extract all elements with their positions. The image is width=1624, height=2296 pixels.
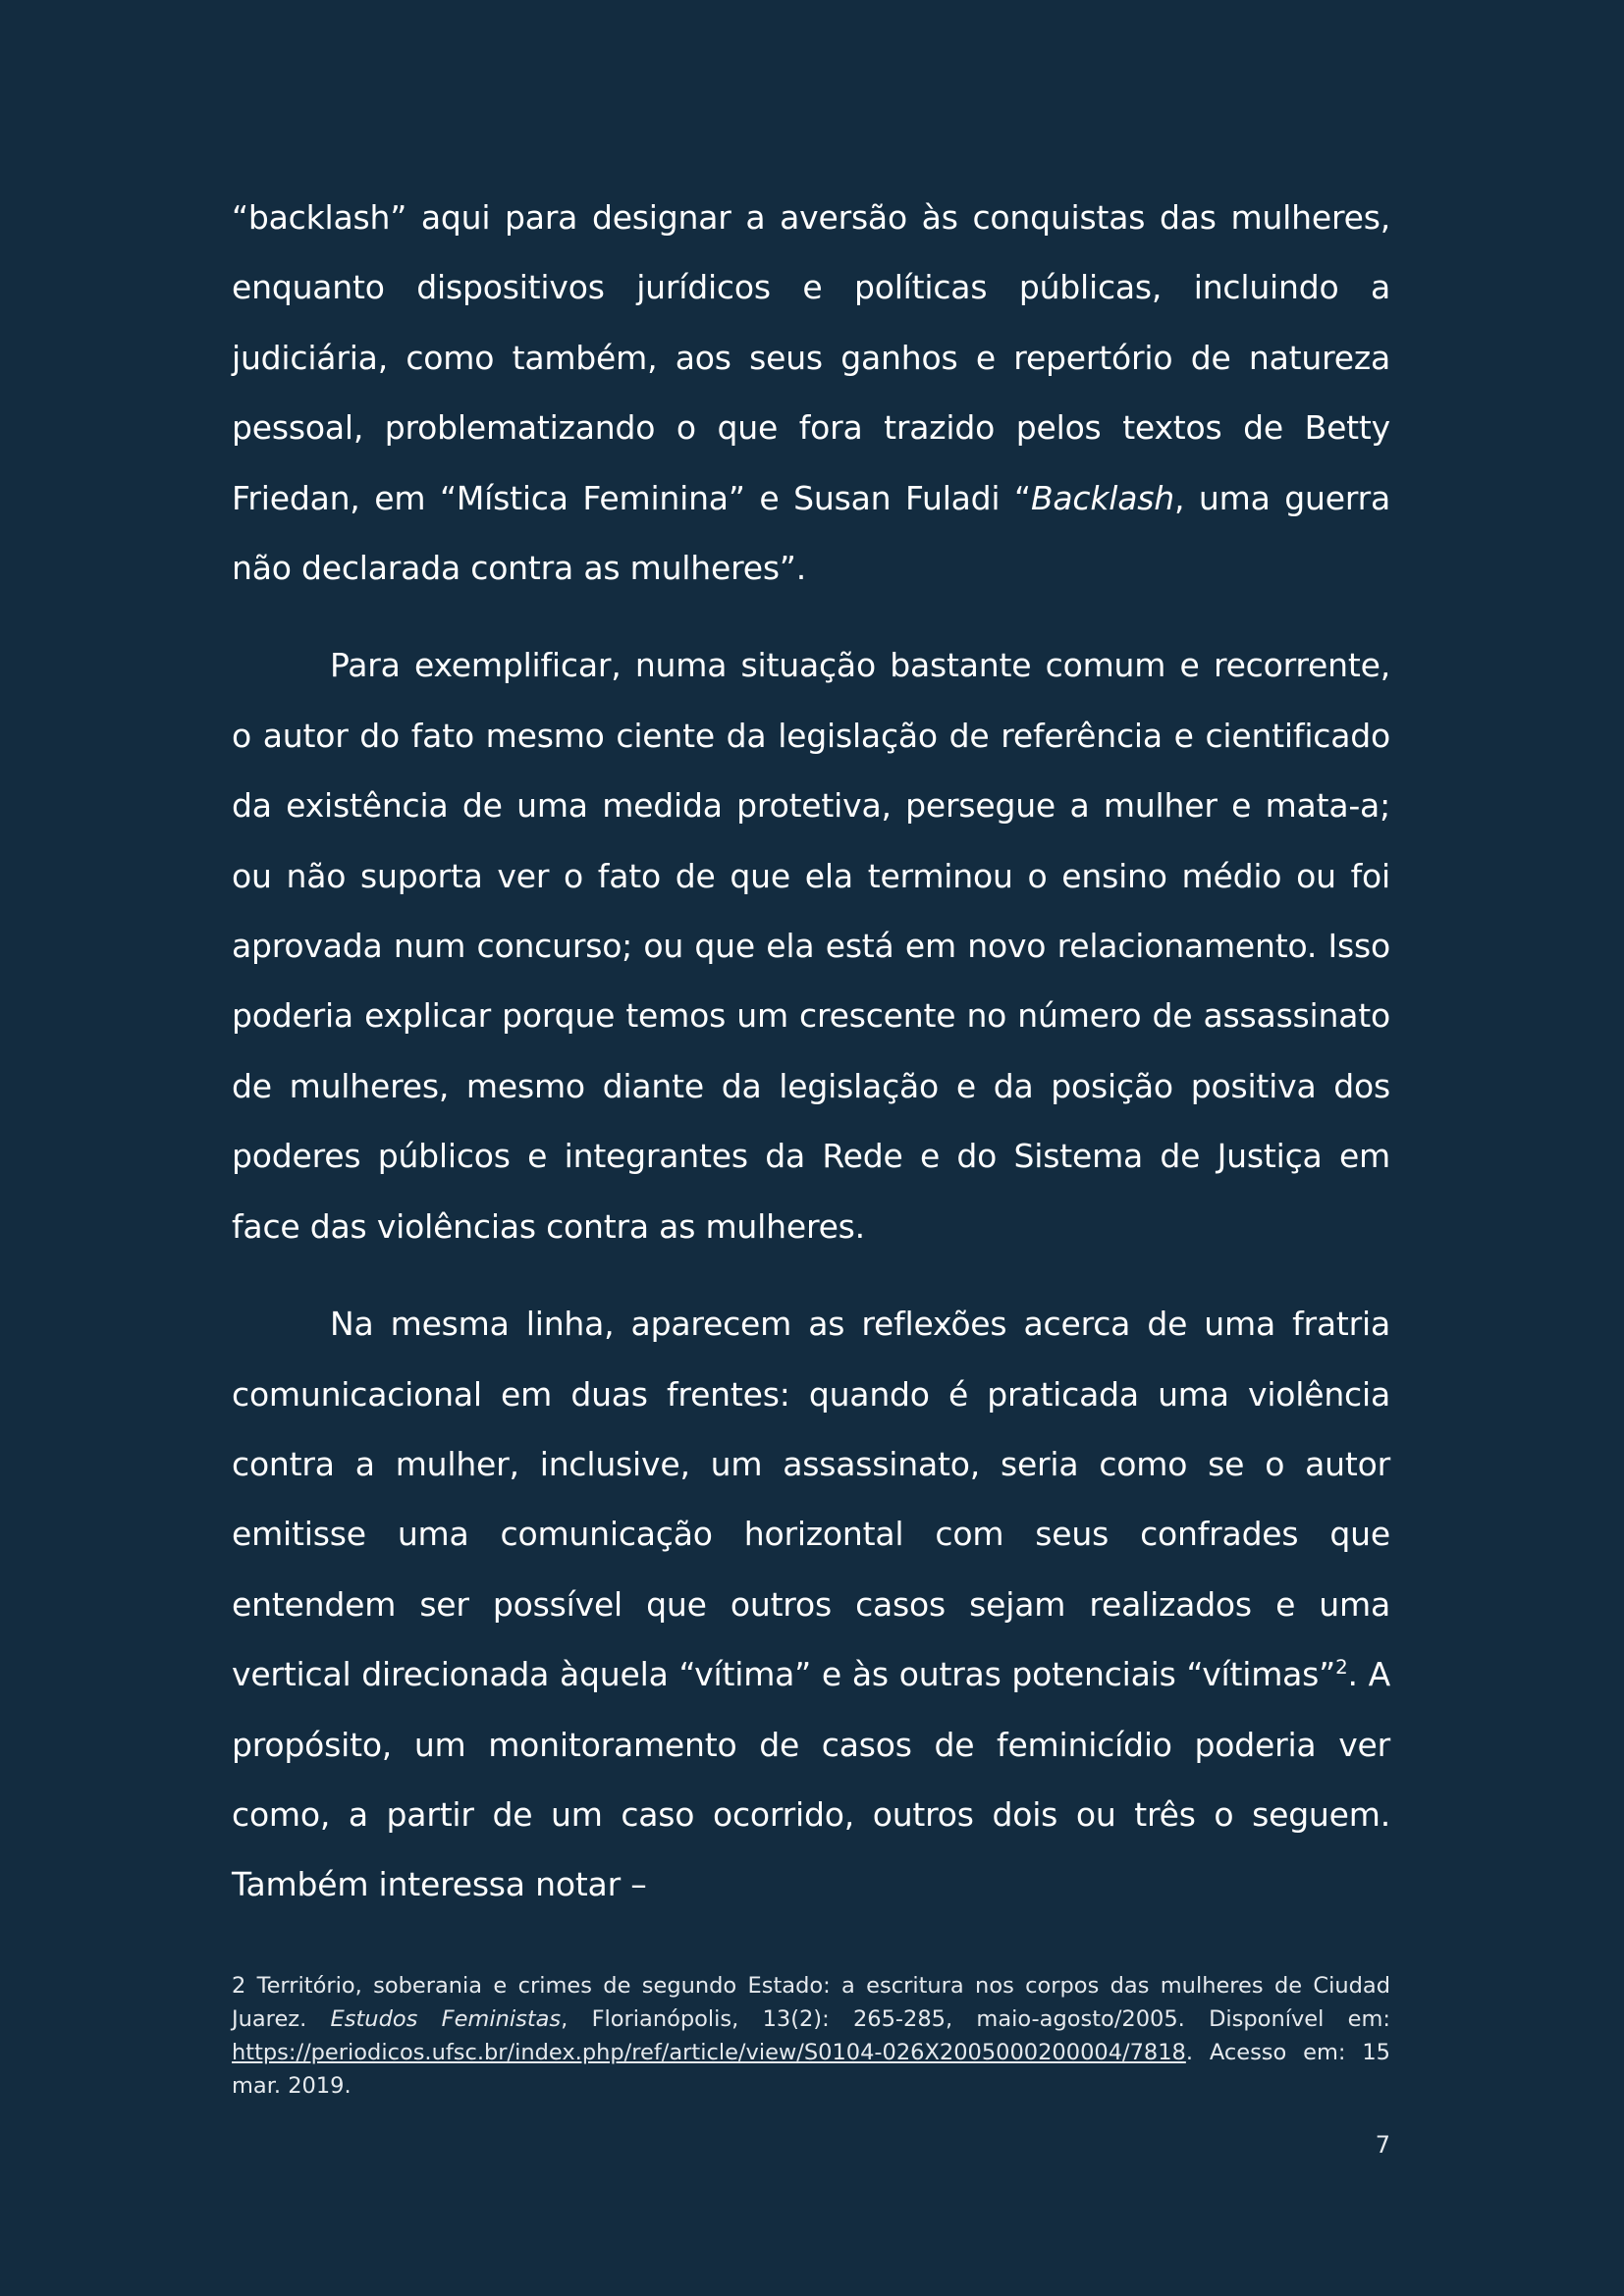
footnote-journal: Estudos Feministas bbox=[330, 2006, 562, 2032]
footnote bbox=[232, 1969, 1390, 2103]
footnote-reference[interactable]: 2 bbox=[1335, 1656, 1348, 1680]
paragraph-1-text-a: “backlash” aqui para designar a aversão às conquistas das mulheres, enquanto dispositivos jurídicos e políticas públicas, incluindo a judiciária, como também, aos seus ganhos e repertório de natureza pessoal, problematizando o que fora trazido pelos textos de Betty Friedan, em “Mística Feminina” e Susan Fuladi “ bbox=[232, 198, 1390, 517]
paragraph-3-text-b: . A propósito, um monitoramento de casos de feminicídio poderia ver como, a partir de um caso ocorrido, outros dois ou três o seguem. Também interessa notar – bbox=[232, 1655, 1390, 1904]
paragraph-3 bbox=[232, 1289, 1390, 1920]
body-text bbox=[232, 183, 1390, 1948]
paragraph-1 bbox=[232, 183, 1390, 603]
page-number: 7 bbox=[1375, 2131, 1390, 2159]
paragraph-1-text-b: , uma guerra não declarada contra as mulheres”. bbox=[232, 478, 1390, 588]
footnote-text-c: . Acesso em: 15 mar. 2019. bbox=[232, 2040, 1390, 2099]
backlash-italic: Backlash bbox=[1030, 478, 1174, 517]
footnote-link[interactable]: https://periodicos.ufsc.br/index.php/ref/article/view/S0104-026X2005000200004/7818 bbox=[232, 2040, 1186, 2065]
paragraph-3-text-a: Na mesma linha, aparecem as reflexões acerca de uma fratria comunicacional em duas frentes: quando é praticada uma violência contra a mulher, inclusive, um assassinato, seria como se o autor emitisse uma comunicação horizontal com seus confrades que entendem ser possível que outros casos sejam realizados e uma vertical direcionada àquela “vítima” e às outras potenciais “vítimas” bbox=[232, 1305, 1390, 1694]
paragraph-2: Para exemplificar, numa situação bastante comum e recorrente, o autor do fato mesmo ciente da legislação de referência e cientificado da existência de uma medida protetiva, persegue a mulher e mata-a; ou não suporta ver o fato de que ela terminou o ensino médio ou foi aprovada num concurso; ou que ela está em novo relacionamento. Isso poderia explicar porque temos um crescente no número de assassinato de mulheres, mesmo diante da legislação e da posição positiva dos poderes públicos e integrantes da Rede e do Sistema de Justiça em face das violências contra as mulheres. bbox=[232, 646, 1390, 1246]
footnote-text-b: , Florianópolis, 13(2): 265-285, maio-agosto/2005. Disponível em: bbox=[561, 2006, 1390, 2032]
footnote-text-a: Território, soberania e crimes de segundo Estado: a escritura nos corpos das mulheres de Ciudad Juarez. bbox=[232, 1973, 1390, 2032]
footnote-number: 2 bbox=[232, 1973, 246, 1999]
